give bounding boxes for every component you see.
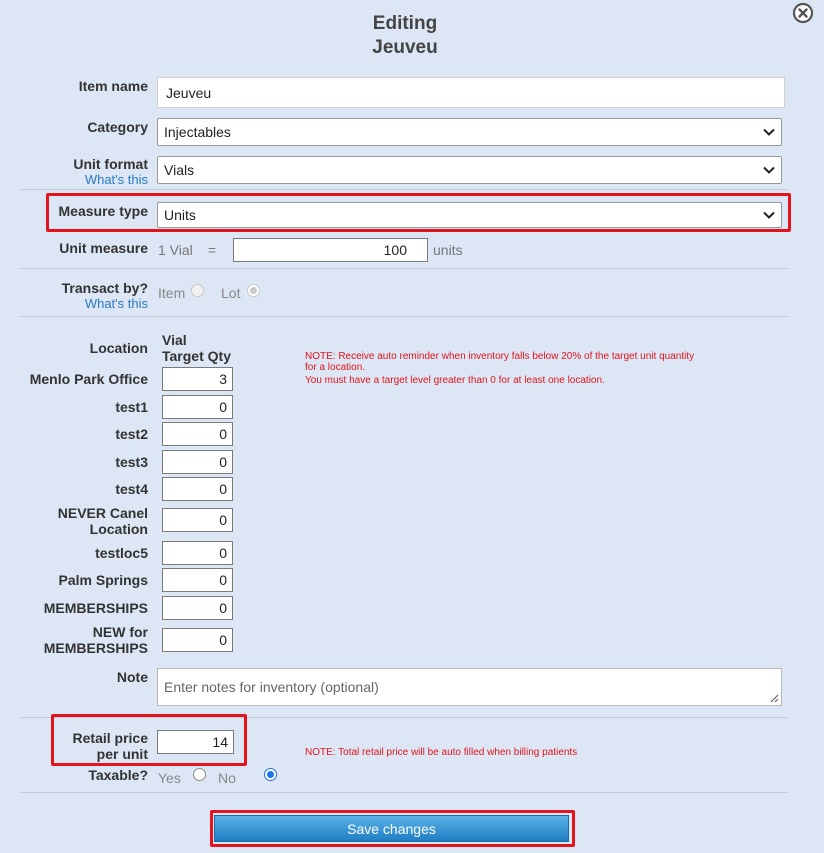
divider: [20, 268, 788, 269]
unit-measure-label: Unit measure: [59, 240, 148, 256]
measure-type-label: Measure type: [58, 203, 148, 219]
unit-measure-unit: units: [433, 242, 463, 258]
divider: [20, 189, 788, 190]
location-row-name: NEVER Canel: [57, 505, 148, 521]
unit-format-label: Unit format: [73, 156, 148, 172]
transact-by-label: Transact by?: [61, 280, 148, 296]
location-row-qty-input[interactable]: 0: [162, 508, 233, 532]
item-name-label: Item name: [78, 78, 148, 94]
item-name-input[interactable]: Jeuveu: [157, 77, 785, 108]
unit-measure-equals: =: [208, 242, 217, 258]
item-title: Jeuveu: [372, 37, 438, 58]
location-row-name: MEMBERSHIPS: [43, 640, 148, 656]
divider: [20, 792, 788, 793]
location-row-qty-input[interactable]: 3: [162, 367, 233, 391]
location-row-name: test2: [115, 426, 148, 442]
location-row-qty-input[interactable]: 0: [162, 477, 233, 501]
location-note-line1: NOTE: Receive auto reminder when inventory falls below 20% of the target unit quantity: [305, 351, 695, 362]
unit-format-help-link[interactable]: What's this: [84, 172, 148, 187]
retail-price-input[interactable]: 14: [157, 730, 234, 754]
location-row-name: testloc5: [95, 545, 148, 561]
location-row-name: test3: [115, 454, 148, 470]
target-qty-column-header: Target Qty: [162, 348, 231, 364]
transact-lot-label: Lot: [221, 285, 241, 301]
close-icon[interactable]: [792, 2, 814, 24]
location-row-name: MEMBERSHIPS: [43, 600, 148, 616]
divider: [20, 316, 788, 317]
note-placeholder: Enter notes for inventory (optional): [164, 679, 379, 695]
taxable-no-radio[interactable]: [264, 768, 277, 781]
note-label: Note: [116, 669, 148, 685]
retail-price-label-line2: per unit: [96, 746, 148, 762]
transact-item-label: Item: [158, 285, 186, 301]
location-row-qty-input[interactable]: 0: [162, 422, 233, 446]
location-row-qty-input[interactable]: 0: [162, 596, 233, 620]
taxable-yes-radio[interactable]: [193, 768, 206, 781]
transact-item-radio[interactable]: [191, 284, 204, 297]
page-title: Editing: [372, 13, 438, 34]
location-row-name: Menlo Park Office: [29, 371, 148, 387]
unit-measure-input[interactable]: 100: [233, 238, 428, 262]
location-row-qty-input[interactable]: 0: [162, 628, 233, 652]
location-row-qty-input[interactable]: 0: [162, 568, 233, 592]
chevron-down-icon: [763, 211, 775, 219]
chevron-down-icon: [763, 166, 775, 174]
taxable-label: Taxable?: [88, 767, 148, 783]
location-row-qty-input[interactable]: 0: [162, 541, 233, 565]
measure-type-select[interactable]: [157, 202, 782, 228]
location-row-name: test4: [115, 481, 148, 497]
vial-column-header: Vial: [162, 332, 187, 348]
location-note-line3: You must have a target level greater than 0 for at least one location.: [305, 375, 605, 386]
retail-price-note: NOTE: Total retail price will be auto filled when billing patients: [305, 747, 578, 758]
measure-type-value: Units: [164, 207, 196, 223]
location-note-line2: for a location.: [305, 362, 366, 373]
location-row-name: Palm Springs: [58, 572, 148, 588]
location-row-qty-input[interactable]: 0: [162, 395, 233, 419]
chevron-down-icon: [763, 128, 775, 136]
taxable-yes-label: Yes: [158, 770, 181, 786]
unit-format-select[interactable]: [157, 156, 782, 184]
category-select[interactable]: [157, 118, 782, 146]
resize-grip-icon[interactable]: [769, 693, 779, 703]
location-label: Location: [89, 340, 148, 356]
unit-format-value: Vials: [164, 162, 195, 178]
location-row-name: test1: [115, 399, 148, 415]
location-row-name: NEW for: [92, 624, 148, 640]
category-label: Category: [87, 119, 148, 135]
location-row-name: Location: [89, 521, 148, 537]
location-row-qty-input[interactable]: 0: [162, 450, 233, 474]
retail-price-label: Retail price: [72, 730, 148, 746]
save-changes-button[interactable]: Save changes: [214, 815, 569, 842]
taxable-no-label: No: [218, 770, 236, 786]
category-value: Injectables: [164, 124, 231, 140]
transact-by-help-link[interactable]: What's this: [84, 296, 148, 311]
unit-measure-left-text: 1 Vial: [158, 242, 193, 258]
transact-lot-radio[interactable]: [247, 284, 260, 297]
note-textarea[interactable]: [157, 668, 782, 706]
